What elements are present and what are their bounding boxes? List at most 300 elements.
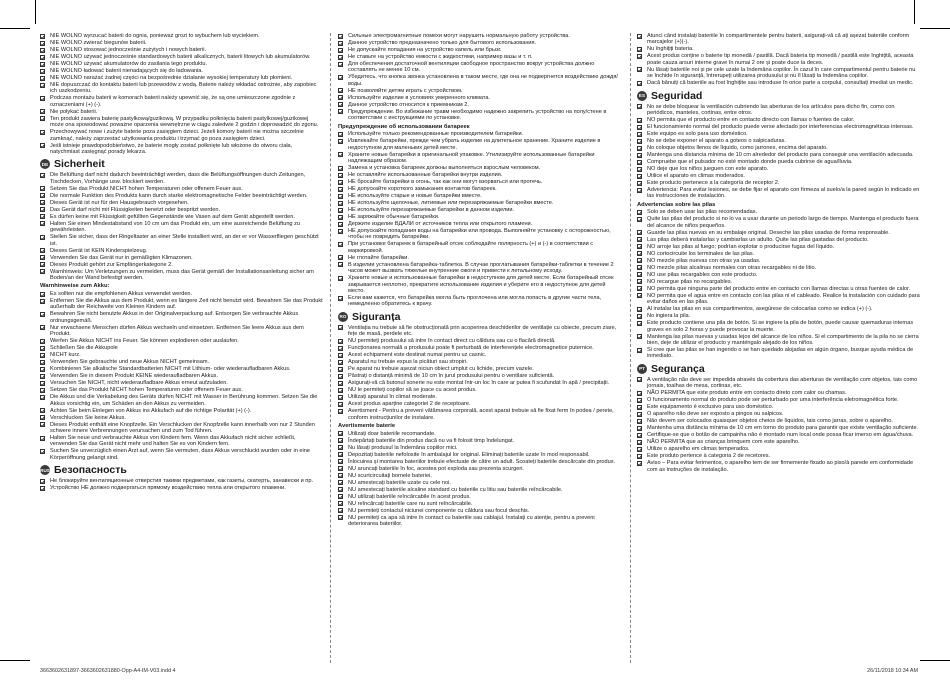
checkbox-icon — [637, 139, 642, 144]
list-item-text: НЕ заряжайте обычные батарейки. — [348, 213, 440, 220]
list-item-text: Dieses Gerät ist nur für den Hausgebrauch vorgesehen. — [50, 199, 189, 206]
list-item — [40, 200, 323, 206]
list-item-text: Die normale Funktion des Produkts kann durch starke elektromagnetische Felder beeinträchtigt werden. — [50, 192, 308, 199]
list-item-text: НЕ используйте щелочные, литиевые или перезаряжаемые батарейки вместе. — [348, 199, 554, 206]
list-item-text: No ingiera la pila. — [647, 313, 691, 320]
checkbox-icon — [40, 325, 45, 330]
section-header-rus — [40, 464, 323, 476]
list-item — [637, 293, 920, 306]
checkbox-icon — [637, 454, 642, 459]
list-item — [338, 221, 622, 227]
pl-battery-list — [40, 33, 323, 155]
list-item — [637, 347, 920, 360]
list-item-text: Werfen Sie Akkus NICHT ins Feuer. Sie können explodieren oder auslaufen. — [50, 338, 239, 345]
checkbox-icon — [338, 201, 343, 206]
list-item — [338, 445, 622, 451]
checkbox-icon — [40, 109, 45, 114]
checkbox-icon — [40, 346, 45, 351]
list-item — [637, 446, 920, 452]
ru-battery-heading: Предупреждение об использовании батареек — [338, 123, 470, 130]
checkbox-icon — [338, 180, 343, 185]
list-item-text: Halten Sie einen Mindestabstand von 10 cm um das Produkt ein, um eine ausreichende Belüftung zu gewährleisten. — [50, 220, 301, 234]
column-divider-2 — [630, 33, 631, 663]
checkbox-icon — [338, 229, 343, 234]
list-item-text: Depozitați bateriile nefolosite în ambalajul lor original. Eliminați bateriile uzate în mod responsabil. — [348, 451, 590, 458]
checkbox-icon — [338, 487, 343, 492]
crop-mark-bottom-right-h — [920, 660, 950, 661]
checkbox-icon — [338, 102, 343, 107]
checkbox-icon — [338, 139, 343, 144]
list-item-text: Solo se deben usar las pilas recomendadas. — [647, 209, 758, 216]
checkbox-icon — [637, 265, 642, 270]
section-title-de: Sicherheit — [54, 158, 105, 171]
list-item — [40, 33, 323, 39]
list-item — [338, 394, 622, 400]
list-item-text: NO mezcle pilas nuevas con otras ya usadas. — [647, 257, 761, 264]
list-item-text: NIE WOLNO używać akumulatorów do zasilania tego produktu. — [50, 61, 208, 67]
list-item — [338, 325, 622, 338]
list-item-text: NU permiteți ca apa să intre în contact cu bateriile sau cablajul. Instalați cu atenție, pentru a preveni deteriorarea bateriilor. — [348, 514, 595, 527]
list-item-text: Schließen Sie die Akkupole — [50, 345, 118, 352]
checkbox-icon — [637, 440, 642, 445]
checkbox-icon — [637, 377, 642, 382]
checkbox-icon — [637, 412, 642, 417]
checkbox-icon — [338, 346, 343, 351]
list-item — [338, 131, 622, 137]
list-item — [338, 480, 622, 486]
list-item-text: Nur erwachsene Menschen dürfen Akkus wechseln und einsetzen. Entfernen Sie leere Akkus aus dem Produkt. — [50, 324, 304, 338]
list-item-text: Las pilas deberá instalarlas y cambiarlas un adulto. Quite las pilas gastadas del producto. — [647, 236, 869, 243]
checkbox-icon — [637, 433, 642, 438]
list-item-text: НЕ допускайте попадания воды на батарейки или провода. Выполняйте установку с осторожностью, чтобы не повредить батарейки. — [348, 227, 611, 241]
list-item — [637, 439, 920, 445]
de-battery-list — [40, 291, 323, 461]
list-item — [40, 338, 323, 344]
list-item-text: Dacă bănuiți că bateriile au fost înghițite sau introduse în orice parte a corpului, consultați imediat un medic. — [647, 80, 914, 87]
list-item-text: Предупреждение. Во избежание травм необходимо надежно закрепить устройство на полу/стене в соответствии с инструкциями по установке. — [348, 108, 607, 122]
checkbox-icon — [338, 152, 343, 157]
list-item-text: NO deje que los niños jueguen con este aparato. — [647, 166, 769, 173]
es-battery-heading: Advertencias sobre las pilas — [637, 201, 716, 208]
list-item — [338, 61, 622, 74]
list-item — [40, 394, 323, 407]
checkbox-icon — [40, 422, 45, 427]
list-item — [338, 438, 622, 444]
list-item — [40, 75, 323, 81]
list-item — [637, 152, 920, 158]
list-item-text: No se debe exponer el aparato a goteos o salpicaduras. — [647, 138, 787, 145]
list-item-text: Versuchen Sie NICHT, nicht wiederaufladbare Akkus erneut aufzuladen. — [50, 380, 228, 387]
list-item — [338, 473, 622, 479]
checkbox-icon — [637, 334, 642, 339]
checkbox-icon — [40, 83, 45, 88]
list-item — [40, 478, 323, 484]
list-item-text: Данное устройство относится к приемникам 2. — [348, 101, 469, 108]
list-item — [338, 179, 622, 185]
list-item — [338, 207, 622, 213]
checkbox-icon — [338, 367, 343, 372]
list-item — [338, 501, 622, 507]
list-item — [40, 262, 323, 268]
list-item — [40, 387, 323, 393]
checkbox-icon — [637, 461, 642, 466]
list-item-text: Замена и установка батареек должны выполняться взрослым человеком. — [348, 164, 541, 171]
list-item-text: NO recargue pilas no recargables. — [647, 278, 733, 285]
list-item-text: Если вам кажется, что батарейка могла быть проглочена или могла попасть в другие части тела, немедленно обратитесь к врачу. — [348, 294, 602, 308]
checkbox-icon — [338, 445, 343, 450]
checkbox-icon — [338, 459, 343, 464]
list-item-text: Stellen Sie sicher, dass der Ringeltaster an einer Stelle installiert wird, an der er vor Wasserfliegen geschützt ist. — [50, 234, 319, 247]
list-item — [338, 262, 622, 275]
checkbox-icon — [40, 436, 45, 441]
list-item-text: В изделии установлена батарейка-таблетка. В случае проглатывания батарейки-таблетки в течение 2 часов может вызвать тяжелые внутренние ожоги и привести к летальному исходу. — [348, 261, 614, 275]
list-item — [338, 33, 622, 39]
list-item — [40, 109, 323, 115]
checkbox-icon — [338, 473, 343, 478]
list-item-text: НЕ бросайте батарейки в огонь, так как они могут взорваться или протечь. — [348, 178, 543, 185]
list-item-text: Не блокируйте вентиляционные отверстия такими предметами, как газеты, скатерть, занавески и пр. — [50, 478, 313, 485]
list-item-text: NIE dopuszczać do kontaktu baterii lub przewodów z wodą. Baterie należy wkładać ostrożnie, aby zapobiec ich uszkodzeniu. — [50, 82, 317, 95]
checkbox-icon — [637, 321, 642, 326]
ro-safety-list — [338, 325, 622, 421]
list-item-text: Данное устройство предназначено только для бытового использования. — [348, 40, 537, 46]
list-item — [40, 129, 323, 142]
list-item — [637, 237, 920, 243]
es-safety-list — [637, 104, 920, 200]
checkbox-icon — [338, 501, 343, 506]
checkbox-icon — [637, 153, 642, 158]
checkbox-icon — [338, 452, 343, 457]
language-badge-rus: RUS — [40, 465, 50, 475]
footer-date: 26/11/2018 10:34 AM — [867, 668, 918, 674]
list-item-text: Устройство НЕ должно подвергаться прямому воздействию тепла или открытого пламени. — [50, 485, 286, 492]
list-item — [338, 494, 622, 500]
list-item-text: Al instalar las pilas en sus compartimentos, asegúrese de colocarlas como se indica (+) (-). — [647, 306, 873, 313]
list-item-text: Setzen Sie das Produkt NICHT hohen Temperaturen oder offenem Feuer aus. — [50, 387, 243, 394]
ru-battery-list — [338, 131, 622, 308]
list-item-text: NU aruncați bateriile în foc, acestea pot exploda sau prezenta scurgeri. — [348, 465, 524, 472]
checkbox-icon — [338, 48, 343, 53]
list-item — [637, 124, 920, 130]
checkbox-icon — [40, 449, 45, 454]
ro-battery-heading: Avertismente baterie — [338, 423, 396, 429]
checkbox-icon — [637, 405, 642, 410]
list-item-text: NIE WOLNO narażać żadnej części na bezpośrednie działanie wysokiej temperatury lub płomieni. — [50, 75, 293, 81]
list-item-text: Setzen Sie das Produkt NICHT hohen Temperaturen oder offenem Feuer aus. — [50, 185, 243, 192]
list-item — [637, 334, 920, 347]
checkbox-icon — [637, 174, 642, 179]
checkbox-icon — [338, 353, 343, 358]
list-item — [40, 325, 323, 338]
list-item — [40, 61, 323, 67]
list-item-text: Убедитесь, что кнопка звонка установлена в таком месте, где она не подвергнется воздействию дождя/воды. — [348, 74, 618, 87]
checkbox-icon — [637, 279, 642, 284]
list-item-text: Verschlucken Sie keine Akkus. — [50, 414, 126, 421]
list-item — [637, 230, 920, 236]
checkbox-icon — [338, 55, 343, 60]
checkbox-icon — [338, 381, 343, 386]
de-safety-list — [40, 172, 323, 281]
checkbox-icon — [637, 34, 642, 39]
list-item-text: Извлекайте батарейки, прежде чем убрать изделие на длительное хранение. Храните изделие в недоступном для маленьких детей месте. — [348, 138, 601, 151]
section-title-ro: Siguranța — [352, 310, 401, 323]
list-item — [40, 311, 323, 324]
list-item — [338, 138, 622, 151]
list-item-text: Avertisment - Pentru a preveni vătămarea corporală, acest aparat trebuie să fie fixat ferm în podea / perete, conform instrucțiunilor de instalare. — [348, 408, 614, 421]
list-item-text: NIE WOLNO ładować baterii nienadających się do ładowania. — [50, 68, 203, 74]
list-item-text: Funcționarea normală a produsului poate fi perturbată de interferențele electromagnetice puternice. — [348, 345, 594, 352]
list-item-text: NÃO PERMITA que as crianças brinquem com este aparelho. — [647, 439, 800, 446]
list-item — [338, 200, 622, 206]
list-item-text: NO mezcle pilas alcalinas normales con otras recargables ni de litio. — [647, 264, 817, 271]
checkbox-icon — [637, 181, 642, 186]
list-item — [338, 515, 622, 528]
checkbox-icon — [40, 339, 45, 344]
list-item — [40, 82, 323, 95]
checkbox-icon — [40, 34, 45, 39]
list-item — [338, 102, 622, 108]
list-item — [637, 279, 920, 285]
list-item-text: Este producto contiene una pila de botón. Si se ingiere la pila de botón, puede causar quemaduras internas graves en solo 2 horas y puede provocar la muerte. — [647, 320, 914, 333]
list-item — [40, 95, 323, 108]
list-item-text: O aparelho não deve ser exposto a pingos ou salpicos. — [647, 411, 784, 418]
list-item — [338, 40, 622, 46]
list-item — [637, 131, 920, 137]
list-item — [637, 33, 920, 46]
list-item — [338, 109, 622, 122]
list-item-text: NU le permiteți copiilor să se joace cu acest produs. — [348, 387, 477, 394]
list-item-text: Die Belüftung darf nicht dadurch beeinträchtigt werden, dass die Belüftungsöffnungen durch Zeitungen, Tischdecken, Vorhänge usw. blockiert werden. — [50, 172, 306, 185]
list-item — [637, 104, 920, 117]
list-item-text: NIE WOLNO zwierać biegunów baterii. — [50, 40, 147, 46]
list-item-text: NO permita que ninguna parte del producto entre en contacto con llamas directas u otras fuentes de calor. — [647, 285, 911, 292]
list-item — [637, 286, 920, 292]
list-item-text: Înlocuirea și montarea bateriilor trebuie efectuate de către un adult. Scoateți bateriile descărcate din produs. — [348, 458, 616, 465]
checkbox-icon — [40, 255, 45, 260]
list-item — [40, 448, 323, 461]
list-item-text: НЕ позволяйте детям играть с устройством. — [348, 87, 463, 94]
list-item — [40, 269, 323, 282]
list-item — [338, 380, 622, 386]
list-item-text: NIE WOLNO stosować jednocześnie zużytych i nowych baterii. — [50, 47, 207, 53]
checkbox-icon — [637, 307, 642, 312]
checkbox-icon — [338, 215, 343, 220]
list-item-text: NÃO PERMITA que este produto entre em contacto direto com calor ou chamas. — [647, 390, 847, 397]
list-item — [40, 248, 323, 254]
list-item — [40, 359, 323, 365]
checkbox-icon — [338, 255, 343, 260]
list-item-text: Bewahren Sie nicht benutzte Akkus in der Originalverpackung auf. Entsorgen Sie verbrauchte Akkus ordnungsgemäß. — [50, 311, 299, 324]
list-item-text: Храните новые батарейки в оригинальной упаковке. Утилизируйте использованные батарейки надлежащим образом. — [348, 151, 595, 164]
checkbox-icon — [637, 230, 642, 235]
list-item-text: NU reîncărcați bateriile care nu sunt reîncărcabile. — [348, 500, 473, 507]
checkbox-icon — [40, 312, 45, 317]
list-item — [637, 411, 920, 417]
list-item-text: NU amestecați bateriile uzate cu cele noi. — [348, 479, 451, 486]
list-item-text: Verwenden Sie gebrauchte und neue Akkus NICHT gemeinsam. — [50, 359, 210, 366]
checkbox-icon — [40, 143, 45, 148]
section-header-ro — [338, 311, 622, 323]
instruction-sheet — [40, 33, 920, 663]
language-badge-pt: PT — [637, 364, 647, 374]
checkbox-icon — [338, 402, 343, 407]
ru-safety-list-continued — [338, 33, 622, 122]
checkbox-icon — [40, 353, 45, 358]
list-item — [338, 275, 622, 294]
list-item — [338, 408, 622, 421]
checkbox-icon — [338, 480, 343, 485]
list-item — [40, 116, 323, 129]
list-item-text: Используйте только рекомендованные производителем батарейки. — [348, 131, 524, 138]
list-item-text: Utilizați doar bateriile recomandate. — [348, 430, 436, 437]
list-item-text: Atunci când instalați bateriile în compartimentele pentru baterii, asigurați-vă că ați așezat bateriile conform marcajelor (+)(-). — [647, 33, 910, 46]
checkbox-icon — [40, 69, 45, 74]
list-item — [637, 390, 920, 396]
checkbox-icon — [338, 173, 343, 178]
list-item-text: Acest produs aparține categoriei 2 de receptoare. — [348, 401, 471, 408]
list-item — [637, 397, 920, 403]
checkbox-icon — [40, 193, 45, 198]
list-item-text: Acest echipament este destinat numai pentru uz casnic. — [348, 352, 487, 359]
list-item — [338, 172, 622, 178]
list-item — [338, 228, 622, 241]
section-header-pt — [637, 363, 920, 375]
ro-battery-list — [338, 431, 622, 528]
list-item-text: NU amestecați bateriile alcaline standard cu bateriile cu litiu sau bateriile reîncărcabile. — [348, 486, 563, 493]
list-item — [338, 214, 622, 220]
list-item — [40, 54, 323, 60]
checkbox-icon — [40, 479, 45, 484]
list-item — [40, 366, 323, 372]
list-item-text: Nu înghițiți bateria. — [647, 46, 694, 53]
list-item — [637, 180, 920, 186]
checkbox-icon — [338, 431, 343, 436]
list-item-text: NU utilizați bateriile reîncărcabile în acest produs. — [348, 493, 471, 500]
list-item — [338, 508, 622, 514]
list-item — [637, 258, 920, 264]
list-item — [637, 404, 920, 410]
list-item-text: Kombinieren Sie alkalische Standardbatterien NICHT mit Lithium- oder wiederaufladbaren Akkus. — [50, 366, 291, 373]
checkbox-icon — [338, 494, 343, 499]
list-item-text: Przechowywać nowe i zużyte baterie poza zasięgiem dzieci. Jeżeli komory baterii nie można szczelnie zamknąć, należy zaprzestać użytkowania produktu i trzymać go poza zasięgiem dzieci. — [50, 129, 304, 142]
list-item-text: Не глотайте батарейки. — [348, 254, 409, 261]
checkbox-icon — [40, 207, 45, 212]
checkbox-icon — [40, 269, 45, 274]
list-item — [637, 159, 920, 165]
list-item-text: Mantenga una distancia mínima de 10 cm alrededor del producto para conseguir una ventilación adecuada. — [647, 152, 914, 159]
list-item-text: Asigurați-vă că butonul sonerie nu este montat într-un loc în care ar putea fi scufundat în apă / precipitații. — [348, 380, 610, 387]
language-badge-ro: RO — [338, 312, 348, 322]
list-item — [338, 165, 622, 171]
checkbox-icon — [338, 360, 343, 365]
checkbox-icon — [338, 194, 343, 199]
list-item — [40, 408, 323, 414]
list-item-text: Dieses Produkt enthält eine Knopfzelle. Ein Verschlucken der Knopfzelle kann innerhalb von nur 2 Stunden schwere innere Verbrennungen verursachen und zum Tod führen. — [50, 421, 315, 434]
checkbox-icon — [338, 95, 343, 100]
checkbox-icon — [637, 54, 642, 59]
list-item-text: Ten produkt zawiera baterię pastylkową/guzikową. W przypadku połknięcia baterii pastylkowej/guzikowej może ona spowodować poważne oparzenia wewnętrzne w ciągu zaledwie 2 godzin i doprowadzić do zgonu. — [50, 115, 319, 129]
list-item — [637, 453, 920, 459]
list-item-text: Este equipamento é exclusivo para uso doméstico. — [647, 404, 774, 411]
list-item — [338, 241, 622, 254]
checkbox-icon — [637, 314, 642, 319]
list-item-text: При установке батареек в батарейный отсек соблюдайте полярность (+) и (-) в соответствии с маркировкой. — [348, 241, 594, 254]
list-item — [338, 431, 622, 437]
pt-safety-list — [637, 377, 920, 473]
list-item-text: Não devem ser colocados quaisquer objetos cheios de líquidos, tais como jarras, sobre o aparelho. — [647, 418, 893, 425]
list-item — [40, 47, 323, 53]
list-item — [637, 187, 920, 200]
list-item — [338, 345, 622, 351]
rus-safety-list — [40, 478, 323, 491]
list-item — [40, 143, 323, 156]
checkbox-icon — [338, 166, 343, 171]
list-item — [338, 255, 622, 261]
list-item-text: Nie połykać baterii. — [50, 108, 98, 115]
list-item — [338, 295, 622, 308]
list-item — [338, 338, 622, 344]
checkbox-icon — [338, 132, 343, 137]
list-item — [338, 186, 622, 192]
checkbox-icon — [40, 130, 45, 135]
list-item — [40, 345, 323, 351]
list-item — [637, 377, 920, 390]
column-1 — [40, 33, 323, 663]
list-item — [338, 373, 622, 379]
list-item-text: НЕ используйте старые и новые батарейки вместе. — [348, 192, 482, 199]
column-2 — [338, 33, 622, 663]
checkbox-icon — [40, 55, 45, 60]
list-item — [637, 173, 920, 179]
column-divider-1 — [330, 33, 331, 663]
checkbox-icon — [338, 34, 343, 39]
list-item-text: O funcionamento normal do produto pode ser perturbado por uma interferência eletromagnética forte. — [647, 397, 899, 404]
crop-mark-top-left-v — [35, 0, 36, 24]
list-item-text: NO permita que el agua entre en contacto con las pilas ni el cableado. Realice la instalación con cuidado para evitar daños en las pilas. — [647, 292, 920, 306]
checkbox-icon — [40, 367, 45, 372]
checkbox-icon — [338, 339, 343, 344]
list-item-text: Es dürfen keine mit Flüssigkeit gefüllten Gegenstände wie Vasen auf dem Gerät abgestellt werden. — [50, 213, 295, 220]
list-item-text: НЕ используйте перезаряжаемые батарейки в данном изделии. — [348, 206, 515, 213]
list-item — [637, 53, 920, 66]
section-header-de — [40, 158, 323, 170]
list-item — [338, 452, 622, 458]
list-item-text: Compruebe que el pulsador no esté montado donde pueda cubrirse de agua/lluvia. — [647, 159, 853, 166]
checkbox-icon — [338, 438, 343, 443]
list-item-text: Guarde las pilas nuevas en su embalaje original. Deseche las pilas usadas de forma responsable. — [647, 229, 890, 236]
list-item — [40, 234, 323, 247]
list-item — [40, 221, 323, 234]
checkbox-icon — [637, 293, 642, 298]
checkbox-icon — [637, 81, 642, 86]
list-item-text: NU permiteți contactul niciunei componente cu căldura sau focul deschis. — [348, 507, 530, 514]
language-badge-de: DE — [40, 159, 50, 169]
checkbox-icon — [637, 447, 642, 452]
checkbox-icon — [338, 409, 343, 414]
checkbox-icon — [40, 96, 45, 101]
list-item-text: A ventilação não deve ser impedida através da cobertura das aberturas de ventilação com objetos, tais como jornais, toalhas de mesa, cortinas, etc. — [647, 376, 918, 390]
list-item — [637, 166, 920, 172]
list-item-text: Este equipo es solo para uso doméstico. — [647, 131, 748, 138]
list-item-text: NO use pilas recargables con este producto. — [647, 271, 758, 278]
checkbox-icon — [637, 244, 642, 249]
checkbox-icon — [40, 235, 45, 240]
checkbox-icon — [338, 296, 343, 301]
list-item-text: Este producto pertenece a la categoría de receptor 2. — [647, 180, 780, 187]
section-title-rus: Безопасность — [54, 464, 127, 477]
list-item — [338, 352, 622, 358]
list-item — [637, 145, 920, 151]
